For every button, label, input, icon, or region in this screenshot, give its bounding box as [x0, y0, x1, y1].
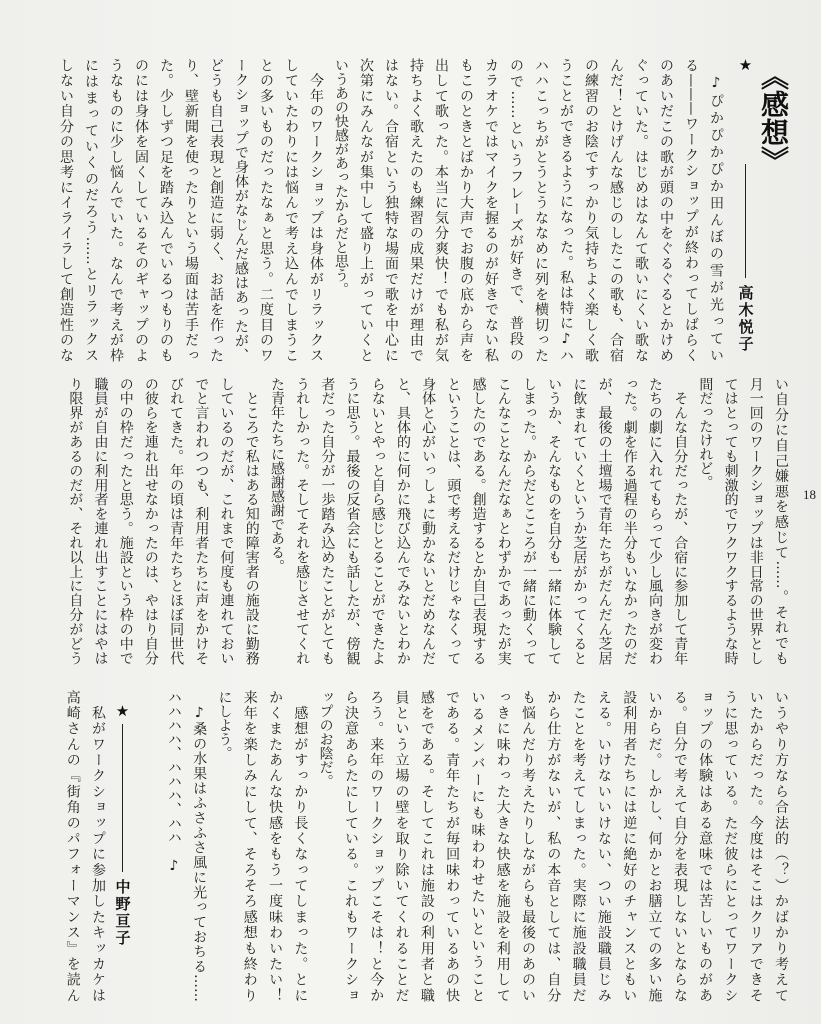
text-column: こんなことなんだなぁとわずかであったが実	[495, 377, 512, 665]
text-column: ところで私はある知的障害者の施設に勤務	[243, 377, 260, 665]
text-column: ということは、頭で考えるだけじゃなくって	[445, 377, 462, 665]
star-icon: ★	[738, 56, 753, 74]
text-column: 出して歌った。本当に気分爽快！でも私が気	[433, 58, 449, 362]
text-column: カラオケではマイクを握るのが好きでない私	[483, 58, 499, 362]
text-column: はない。合宿という独特な場面で歌を中心に	[383, 58, 399, 362]
text-column: の練習のお陰ですっかり気持ちよく楽しく歌	[583, 58, 599, 362]
text-column: ークショップで身体がなじんだ感はあったが、	[233, 58, 249, 362]
text-column: 今年のワークショップは身体がリラックス	[308, 58, 324, 362]
text-column: ップのお陰だ。	[317, 690, 334, 788]
text-column: たちの劇に入れてもらって少し風向きが変わ	[646, 377, 663, 665]
text-column: 次第にみんなが集中して盛り上がっていくと	[358, 58, 374, 362]
text-column: から仕方がないが、私の本音としては、自分	[545, 690, 562, 1002]
text-column: 私がワークショップに参加したキッカケは	[89, 690, 106, 1002]
text-column: うに思っている。ただ彼らにとってワークシ	[722, 690, 739, 1002]
text-column: びれてきた。年の頃は青年たちとほぼ同世代	[168, 377, 185, 665]
text-column: にはまっていくのだろう……とリラックス	[83, 58, 99, 362]
text-column: た。少しずつ足を踏み込んでいるつもりのも	[158, 58, 174, 362]
text-column: い自分に自己嫌悪を感じて……。それでも	[773, 377, 789, 665]
text-column: に飲まれていくというか芝居がかってくると	[571, 377, 588, 665]
text-column: しているのだが、これまで何度も連れておい	[218, 377, 235, 665]
text-column: ら決意あらたにしている。これもワークショ	[342, 690, 359, 1002]
text-column: ハハこっちがとうとうななめに列を横切った	[533, 58, 549, 362]
text-column: もこのときとばかり大声でお腹の底から声を	[458, 58, 474, 362]
article-title: 《感想》	[757, 62, 790, 174]
text-column: である。青年たちが毎回味わっているあの快	[444, 690, 461, 1002]
text-column: る———ワークショップが終わってしばらく	[683, 58, 699, 362]
star-icon: ★	[115, 702, 130, 720]
text-column: うに思う。最後の反省会にも話したが、傍観	[344, 377, 361, 665]
text-column: ろう。来年のワークショップこそは！と今か	[368, 690, 385, 1002]
text-column: いうか、そんなものを自分も一緒に体験して	[546, 377, 563, 665]
text-column: のには身体を固くしているそのギャップのよ	[133, 58, 149, 362]
text-column: いからだ。しかし、何かとお膳立ての多い施	[646, 690, 663, 1002]
page-number: 18	[803, 487, 816, 502]
text-band-bottom	[59, 690, 793, 1002]
text-column: していたわりには悩んで考え込んでしまうこ	[283, 58, 299, 362]
text-column: 感をである。そしてこれは施設の利用者と職	[418, 690, 435, 1002]
text-column: も悩んだり考えたりしながらも最後のあのい	[520, 690, 537, 1002]
author-name: 中野亘子	[113, 879, 132, 947]
text-column: にしよう。	[216, 690, 233, 760]
author-byline	[733, 57, 758, 353]
text-band-middle	[62, 377, 793, 665]
text-column: える。いけないいけない、つい施設職員じみ	[595, 690, 612, 1002]
text-column: り限界があるのだが、それ以上に自分がどう	[67, 377, 84, 665]
article1-ending	[161, 690, 793, 1002]
text-column: てはとっても刺激的でワクワクするような時	[722, 377, 739, 665]
text-column: ♪桑の水果はふさふさ風に光っておちる……	[191, 690, 208, 1002]
text-column: ハハハハ、ハハハ、ハハ ♪	[165, 690, 182, 874]
text-column: の中の枠だったと思う。施設という枠の中で	[117, 377, 134, 665]
text-band-top	[53, 58, 728, 362]
text-column: でと言われつつも、利用者たちに声をかけそ	[193, 377, 210, 665]
text-column: 身体と心がいっしょに動かないとだめなんだ	[420, 377, 437, 665]
text-column: 来年を楽しみにして、そろそろ感想も終わり	[241, 690, 258, 1002]
text-column: んだ！とけげんな感じのしたこの歌も、合宿	[608, 58, 624, 362]
text-column: っきに味わった大きな快感を施設を利用して	[494, 690, 511, 1002]
text-column: いうあの快感があったからだと思う。	[333, 58, 349, 296]
text-column: と、具体的に何かに飛び込んでみないとわか	[394, 377, 411, 665]
text-column: いたからだった。今度はそこはクリアできそ	[747, 690, 764, 1002]
text-column: いるメンバーにも味わわせたいということ	[469, 690, 486, 1002]
text-column: うなものに少し悩んでいた。なんで考えが枠	[108, 58, 124, 362]
text-column: 員という立場の壁を取り除いてくれることだ	[393, 690, 410, 1002]
text-column: 月一回のワークショップは非日常の世界とし	[747, 377, 764, 665]
text-column: 感したのである。創造するとか自己表現する	[470, 377, 487, 665]
byline-rule	[745, 164, 746, 278]
text-column: ♪ぴかぴかぴか田んぼの雪が光ってい	[708, 58, 724, 362]
text-column: いうやり方なら合法的（？）かばかり考えて	[773, 690, 789, 1002]
author-name: 高木悦子	[736, 285, 755, 353]
text-column: のあいだこの歌が頭の中をぐるぐるとかけめ	[658, 58, 674, 362]
text-column: らないとやっと自ら感じとることができたよ	[369, 377, 386, 665]
text-column: ので……というフレーズが好きで、普段の	[508, 58, 524, 362]
text-column: かくまたあんな快感をもう一度味わいたい！	[267, 690, 284, 1002]
text-column: 間だったけれど。	[697, 377, 714, 489]
text-column: うれしかった。そしてそれを感じさせてくれ	[294, 377, 311, 665]
text-column: 持ちよく歌えたのも練習の成果だけが理由で	[408, 58, 424, 362]
text-column: どうも自己表現と創造に弱く、お話を作った	[208, 58, 224, 362]
text-column: うことができるようになった。私は特に♪ハ	[558, 58, 574, 363]
text-column: 職員が自由に利用者を連れ出すことにはやは	[92, 377, 109, 665]
text-column: との多いものだったなぁと思う。二度目のワ	[258, 58, 274, 362]
author-byline-2	[110, 703, 135, 947]
text-column: ョップの体験はある意味では苦しいものがあ	[697, 690, 714, 1002]
text-column: 設利用者たちには逆に絶好のチャンスともい	[621, 690, 638, 1002]
text-column: たことを考えてしまった。実際に施設職員だ	[570, 690, 587, 1002]
text-column: ぐっていた。はじめはなんて歌いにくい歌な	[633, 58, 649, 362]
text-column: った。劇を作る過程の半分もいなかったのだ	[621, 377, 638, 665]
text-column: が、最後の土壇場で青年たちがだんだん芝居	[596, 377, 613, 665]
text-column: そんな自分だったが、合宿に参加して青年	[672, 377, 689, 665]
text-column: 高崎さんの『街角のパフォーマンス』を読ん	[64, 690, 81, 1002]
byline-rule	[122, 724, 123, 872]
text-column: た青年たちに感謝感謝である。	[268, 377, 285, 573]
text-column: 者だった自分が一歩踏み込めたことがとても	[319, 377, 336, 665]
text-column: の彼らを連れ出せなかったのは、やはり自分	[142, 377, 159, 665]
text-column: る。自分で考えて自分を表現しないとならな	[671, 690, 688, 1002]
text-column: 感想がすっかり長くなってしまった。とに	[292, 690, 309, 1002]
text-column: り、壁新聞を使ったりという場面は苦手だっ	[183, 58, 199, 362]
text-column: しない自分の思考にイライラして創造性のな	[58, 58, 74, 362]
text-column: しまった。からだとこころが一緒に動くって	[520, 377, 537, 665]
article2-opening	[59, 690, 110, 1002]
